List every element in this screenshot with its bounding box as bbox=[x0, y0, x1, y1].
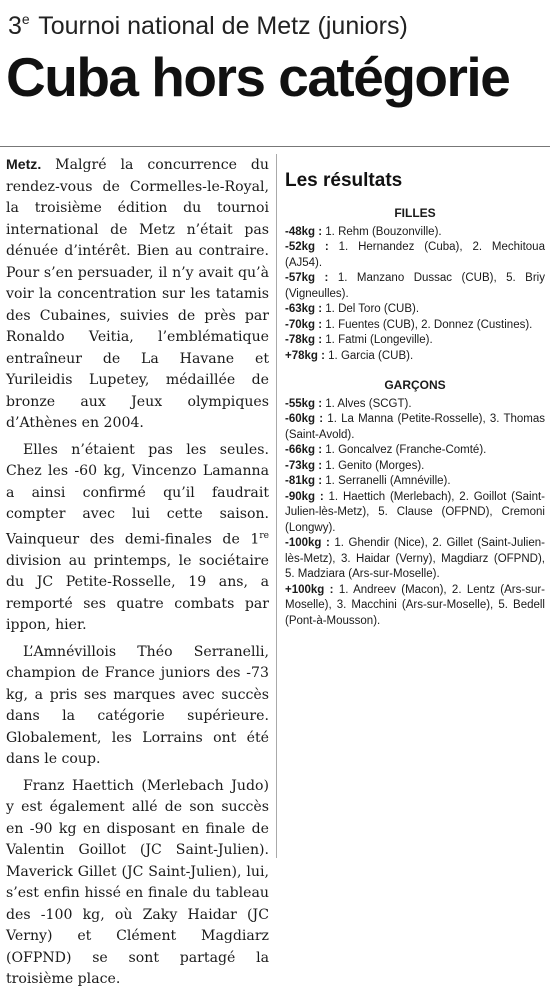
result-text: 1. Rehm (Bouzonville). bbox=[325, 225, 442, 238]
headline-rule bbox=[0, 146, 550, 147]
weight-class: -78kg : bbox=[285, 334, 323, 346]
weight-class: -100kg : bbox=[285, 537, 330, 549]
article-paragraph-4: Franz Haettich (Merlebach Judo) y est également allé de son succès en -90 kg en disposant en finale de Valentin Goillot (JC Saint-Julien). Maverick Gillet (JC Saint-Julien), lui, s’est enfin hissé en finale du tableau des -100 kg, où Zaky Haidar (JC Verny) et Clément Magdiarz (OFPND) se sont partagé la troisième place. bbox=[6, 777, 269, 988]
result-text: 1. Ghendir (Nice), 2. Gillet (Saint-Julien-lès-Metz), 3. Haidar (Verny), Magdiarz (OFPND), 5. Madziara (Ars-sur-Moselle). bbox=[285, 537, 545, 580]
result-row bbox=[285, 302, 545, 318]
results-category-boys: GARÇONS bbox=[384, 378, 446, 392]
weight-class: +100kg : bbox=[285, 583, 334, 596]
result-text: 1. Fatmi (Longeville). bbox=[325, 334, 433, 346]
article-column-right bbox=[285, 154, 545, 629]
weight-class: -81kg : bbox=[285, 475, 323, 487]
weight-class: -70kg : bbox=[285, 318, 323, 331]
result-row bbox=[285, 349, 545, 365]
kicker-number: 3 bbox=[8, 12, 22, 40]
weight-class: +78kg : bbox=[285, 349, 325, 362]
result-row bbox=[285, 459, 545, 475]
result-text: 1. Garcia (CUB). bbox=[328, 349, 414, 362]
result-text: 1. Fuentes (CUB), 2. Donnez (Custines). bbox=[325, 318, 533, 331]
kicker-ordinal: e bbox=[21, 11, 30, 27]
results-category-girls: FILLES bbox=[394, 206, 436, 220]
result-text: 1. Manzano Dussac (CUB), 5. Briy (Vigneulles). bbox=[285, 272, 545, 300]
result-row bbox=[285, 225, 545, 241]
result-row bbox=[285, 443, 545, 459]
article-headline: Cuba hors catégorie bbox=[6, 46, 510, 108]
result-row bbox=[285, 271, 545, 302]
column-separator bbox=[276, 154, 277, 858]
result-row bbox=[285, 474, 545, 490]
article-kicker bbox=[8, 4, 548, 41]
result-row bbox=[285, 536, 545, 583]
weight-class: -63kg : bbox=[285, 303, 323, 315]
result-text: 1. Goncalvez (Franche-Comté). bbox=[325, 444, 487, 456]
article-dateline: Metz. bbox=[6, 156, 42, 172]
kicker-text: Tournoi national de Metz (juniors) bbox=[38, 12, 408, 40]
paragraph-1-text: Malgré la concurrence du rendez-vous de Cormelles-le-Royal, la troisième édition du tournoi international de Metz n’était pas dénuée d’intérêt. Bien au contraire. Pour s’en persuader, il n’y avait qu’à voir la concentration sur les tatamis des Cubaines, suivies de près par Ronaldo Veitia, l’emblématique entraîneur de La Havane et Yurileidis Lupetey, médaillée de bronze aux Jeux olympiques d’Athènes en 2004. bbox=[6, 157, 269, 431]
weight-class: -48kg : bbox=[285, 225, 323, 238]
result-text: 1. Andreev (Macon), 2. Lentz (Ars-sur-Moselle), 3. Macchini (Ars-sur-Moselle), 5. Bedell (Pont-à-Mousson). bbox=[285, 583, 545, 627]
result-text: 1. Del Toro (CUB). bbox=[325, 303, 420, 315]
article-paragraph-1 bbox=[6, 154, 269, 435]
results-girls bbox=[285, 225, 545, 365]
result-text: 1. Serranelli (Amnéville). bbox=[325, 475, 451, 487]
result-text: 1. Genito (Morges). bbox=[325, 459, 425, 472]
article-column-left bbox=[6, 154, 269, 991]
result-text: 1. Hernandez (Cuba), 2. Mechitoua (AJ54). bbox=[285, 241, 545, 269]
result-text: 1. La Manna (Petite-Rosselle), 3. Thomas (Saint-Avold). bbox=[285, 413, 545, 441]
results-list bbox=[285, 206, 545, 629]
weight-class: -73kg : bbox=[285, 459, 323, 472]
weight-class: -52kg : bbox=[285, 241, 329, 253]
article-paragraph-2 bbox=[6, 440, 269, 637]
paragraph-2-ordinal: re bbox=[259, 530, 269, 541]
result-row bbox=[285, 397, 545, 413]
result-row bbox=[285, 240, 545, 271]
result-text: 1. Haettich (Merlebach), 2. Goillot (Saint-Julien-lès-Metz), 5. Clause (OFPND), Cremoni (Longwy). bbox=[285, 490, 546, 534]
weight-class: -66kg : bbox=[285, 444, 323, 456]
paragraph-2-text-b: division au printemps, le sociétaire du JC Petite-Rosselle, 19 ans, a remporté ses quatre combats par ippon, hier. bbox=[6, 552, 269, 634]
result-row bbox=[285, 583, 545, 630]
result-row bbox=[285, 318, 545, 334]
result-text: 1. Alves (SCGT). bbox=[325, 397, 412, 410]
weight-class: -55kg : bbox=[285, 397, 323, 410]
weight-class: -60kg : bbox=[285, 413, 324, 425]
weight-class: -90kg : bbox=[285, 490, 324, 503]
result-row bbox=[285, 333, 545, 349]
paragraph-2-text-a: Elles n’étaient pas les seules. Chez les -60 kg, Vincenzo Lamanna a ainsi confirmé qu’il faudrait compter avec lui cette saison. Vainqueur des demi-finales de 1 bbox=[6, 441, 269, 548]
result-row bbox=[285, 412, 545, 443]
article-paragraph-3: L’Amnévillois Théo Serranelli, champion de France juniors des -73 kg, a pris ses marques avec succès dans la catégorie supérieure. Globalement, les Lorrains ont été dans le coup. bbox=[6, 643, 269, 768]
weight-class: -57kg : bbox=[285, 272, 329, 284]
results-heading: Les résultats bbox=[285, 170, 403, 191]
result-row bbox=[285, 490, 545, 537]
results-boys bbox=[285, 397, 545, 630]
